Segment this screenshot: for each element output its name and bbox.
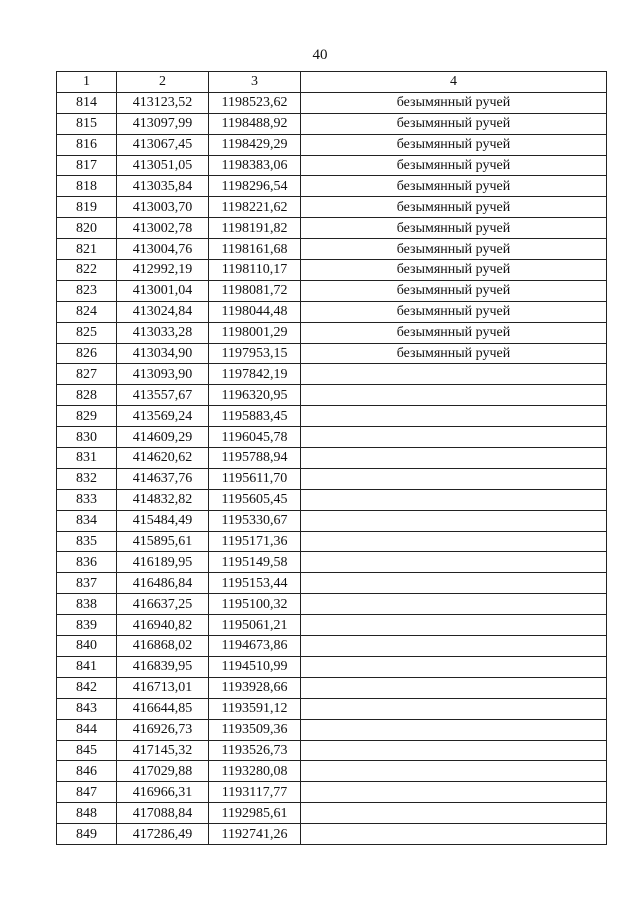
cell-x-coordinate: 416637,25 [117, 594, 209, 615]
table-row [57, 782, 607, 803]
table-row [57, 824, 607, 845]
table-row [57, 740, 607, 761]
cell-x-coordinate: 416713,01 [117, 677, 209, 698]
cell-y-coordinate: 1195330,67 [209, 510, 301, 531]
cell-description [301, 677, 607, 698]
cell-x-coordinate: 417286,49 [117, 824, 209, 845]
cell-point-number: 819 [57, 197, 117, 218]
cell-description: безымянный ручей [301, 176, 607, 197]
table-row [57, 385, 607, 406]
cell-x-coordinate: 413093,90 [117, 364, 209, 385]
table-row [57, 239, 607, 260]
cell-point-number: 848 [57, 803, 117, 824]
cell-point-number: 822 [57, 260, 117, 281]
cell-x-coordinate: 416926,73 [117, 719, 209, 740]
cell-x-coordinate: 416966,31 [117, 782, 209, 803]
cell-x-coordinate: 416189,95 [117, 552, 209, 573]
cell-x-coordinate: 413001,04 [117, 280, 209, 301]
cell-description: безымянный ручей [301, 280, 607, 301]
cell-description [301, 364, 607, 385]
cell-y-coordinate: 1193280,08 [209, 761, 301, 782]
header-x-coordinate: 2 [117, 72, 209, 93]
cell-x-coordinate: 415484,49 [117, 510, 209, 531]
cell-x-coordinate: 416940,82 [117, 615, 209, 636]
cell-y-coordinate: 1195061,21 [209, 615, 301, 636]
cell-point-number: 833 [57, 489, 117, 510]
cell-y-coordinate: 1195153,44 [209, 573, 301, 594]
table-row [57, 364, 607, 385]
cell-y-coordinate: 1193591,12 [209, 698, 301, 719]
cell-description: безымянный ручей [301, 134, 607, 155]
table-row [57, 698, 607, 719]
table-row [57, 489, 607, 510]
cell-y-coordinate: 1193526,73 [209, 740, 301, 761]
cell-description [301, 636, 607, 657]
cell-y-coordinate: 1195788,94 [209, 448, 301, 469]
cell-description: безымянный ручей [301, 301, 607, 322]
cell-description: безымянный ручей [301, 239, 607, 260]
cell-x-coordinate: 413123,52 [117, 92, 209, 113]
cell-point-number: 844 [57, 719, 117, 740]
cell-point-number: 821 [57, 239, 117, 260]
cell-description [301, 615, 607, 636]
cell-point-number: 843 [57, 698, 117, 719]
cell-point-number: 837 [57, 573, 117, 594]
cell-y-coordinate: 1192741,26 [209, 824, 301, 845]
cell-x-coordinate: 413557,67 [117, 385, 209, 406]
table-row [57, 280, 607, 301]
cell-y-coordinate: 1198221,62 [209, 197, 301, 218]
cell-point-number: 842 [57, 677, 117, 698]
cell-y-coordinate: 1198383,06 [209, 155, 301, 176]
cell-x-coordinate: 413035,84 [117, 176, 209, 197]
table-row [57, 197, 607, 218]
cell-description [301, 406, 607, 427]
table-row [57, 594, 607, 615]
cell-x-coordinate: 416868,02 [117, 636, 209, 657]
table-row [57, 468, 607, 489]
cell-y-coordinate: 1198001,29 [209, 322, 301, 343]
cell-point-number: 834 [57, 510, 117, 531]
table-row [57, 260, 607, 281]
cell-description [301, 803, 607, 824]
cell-point-number: 849 [57, 824, 117, 845]
header-description: 4 [301, 72, 607, 93]
table-row [57, 134, 607, 155]
cell-y-coordinate: 1198044,48 [209, 301, 301, 322]
table-body [57, 92, 607, 844]
cell-y-coordinate: 1194510,99 [209, 656, 301, 677]
cell-y-coordinate: 1198488,92 [209, 113, 301, 134]
table-row [57, 636, 607, 657]
cell-y-coordinate: 1195611,70 [209, 468, 301, 489]
table-row [57, 761, 607, 782]
header-point-number: 1 [57, 72, 117, 93]
cell-y-coordinate: 1198161,68 [209, 239, 301, 260]
cell-point-number: 818 [57, 176, 117, 197]
table-row [57, 218, 607, 239]
table-row [57, 343, 607, 364]
cell-x-coordinate: 414832,82 [117, 489, 209, 510]
cell-point-number: 839 [57, 615, 117, 636]
cell-point-number: 832 [57, 468, 117, 489]
cell-description [301, 468, 607, 489]
cell-x-coordinate: 413002,78 [117, 218, 209, 239]
cell-description [301, 489, 607, 510]
cell-description [301, 698, 607, 719]
table-row [57, 176, 607, 197]
cell-y-coordinate: 1195149,58 [209, 552, 301, 573]
cell-y-coordinate: 1194673,86 [209, 636, 301, 657]
cell-description: безымянный ручей [301, 218, 607, 239]
cell-description [301, 531, 607, 552]
cell-y-coordinate: 1197842,19 [209, 364, 301, 385]
table-row [57, 155, 607, 176]
cell-point-number: 836 [57, 552, 117, 573]
cell-y-coordinate: 1198296,54 [209, 176, 301, 197]
cell-y-coordinate: 1196320,95 [209, 385, 301, 406]
cell-description: безымянный ручей [301, 197, 607, 218]
cell-x-coordinate: 413097,99 [117, 113, 209, 134]
cell-y-coordinate: 1197953,15 [209, 343, 301, 364]
cell-x-coordinate: 412992,19 [117, 260, 209, 281]
cell-description [301, 510, 607, 531]
table-row [57, 92, 607, 113]
cell-description [301, 740, 607, 761]
cell-description [301, 448, 607, 469]
cell-x-coordinate: 413067,45 [117, 134, 209, 155]
cell-description [301, 782, 607, 803]
cell-y-coordinate: 1198429,29 [209, 134, 301, 155]
cell-point-number: 838 [57, 594, 117, 615]
cell-x-coordinate: 416839,95 [117, 656, 209, 677]
cell-point-number: 840 [57, 636, 117, 657]
table-row [57, 113, 607, 134]
cell-point-number: 816 [57, 134, 117, 155]
table-row [57, 531, 607, 552]
cell-point-number: 847 [57, 782, 117, 803]
cell-description [301, 719, 607, 740]
cell-x-coordinate: 413569,24 [117, 406, 209, 427]
table-row [57, 552, 607, 573]
cell-point-number: 826 [57, 343, 117, 364]
cell-description [301, 761, 607, 782]
cell-y-coordinate: 1193928,66 [209, 677, 301, 698]
cell-point-number: 824 [57, 301, 117, 322]
coordinates-table [56, 71, 607, 845]
cell-description [301, 427, 607, 448]
cell-point-number: 845 [57, 740, 117, 761]
cell-description [301, 573, 607, 594]
cell-x-coordinate: 414620,62 [117, 448, 209, 469]
cell-point-number: 827 [57, 364, 117, 385]
cell-description: безымянный ручей [301, 343, 607, 364]
table-row [57, 510, 607, 531]
cell-y-coordinate: 1195605,45 [209, 489, 301, 510]
cell-y-coordinate: 1193117,77 [209, 782, 301, 803]
cell-x-coordinate: 413033,28 [117, 322, 209, 343]
cell-y-coordinate: 1198523,62 [209, 92, 301, 113]
cell-description [301, 824, 607, 845]
cell-description: безымянный ручей [301, 113, 607, 134]
cell-y-coordinate: 1198191,82 [209, 218, 301, 239]
cell-point-number: 831 [57, 448, 117, 469]
cell-x-coordinate: 413004,76 [117, 239, 209, 260]
cell-y-coordinate: 1196045,78 [209, 427, 301, 448]
cell-description [301, 385, 607, 406]
cell-point-number: 846 [57, 761, 117, 782]
table-row [57, 573, 607, 594]
cell-x-coordinate: 417029,88 [117, 761, 209, 782]
cell-y-coordinate: 1195883,45 [209, 406, 301, 427]
cell-description [301, 594, 607, 615]
cell-x-coordinate: 414609,29 [117, 427, 209, 448]
table-row [57, 615, 607, 636]
cell-y-coordinate: 1192985,61 [209, 803, 301, 824]
cell-x-coordinate: 413024,84 [117, 301, 209, 322]
cell-description: безымянный ручей [301, 260, 607, 281]
cell-point-number: 830 [57, 427, 117, 448]
cell-x-coordinate: 413003,70 [117, 197, 209, 218]
cell-point-number: 829 [57, 406, 117, 427]
table-row [57, 406, 607, 427]
cell-y-coordinate: 1195100,32 [209, 594, 301, 615]
cell-x-coordinate: 417145,32 [117, 740, 209, 761]
cell-y-coordinate: 1198081,72 [209, 280, 301, 301]
cell-x-coordinate: 416644,85 [117, 698, 209, 719]
cell-point-number: 814 [57, 92, 117, 113]
cell-y-coordinate: 1198110,17 [209, 260, 301, 281]
cell-point-number: 815 [57, 113, 117, 134]
cell-x-coordinate: 415895,61 [117, 531, 209, 552]
table-header-row [57, 72, 607, 93]
cell-description: безымянный ручей [301, 92, 607, 113]
cell-x-coordinate: 413034,90 [117, 343, 209, 364]
cell-description [301, 552, 607, 573]
table-row [57, 677, 607, 698]
cell-description: безымянный ручей [301, 322, 607, 343]
cell-description [301, 656, 607, 677]
cell-description: безымянный ручей [301, 155, 607, 176]
cell-x-coordinate: 417088,84 [117, 803, 209, 824]
cell-point-number: 820 [57, 218, 117, 239]
table-row [57, 301, 607, 322]
cell-point-number: 841 [57, 656, 117, 677]
table-row [57, 427, 607, 448]
table-row [57, 803, 607, 824]
table-row [57, 656, 607, 677]
cell-x-coordinate: 414637,76 [117, 468, 209, 489]
cell-y-coordinate: 1193509,36 [209, 719, 301, 740]
cell-point-number: 823 [57, 280, 117, 301]
cell-point-number: 825 [57, 322, 117, 343]
cell-point-number: 828 [57, 385, 117, 406]
cell-point-number: 835 [57, 531, 117, 552]
cell-x-coordinate: 416486,84 [117, 573, 209, 594]
cell-y-coordinate: 1195171,36 [209, 531, 301, 552]
table-row [57, 719, 607, 740]
page-number: 40 [312, 47, 328, 63]
cell-x-coordinate: 413051,05 [117, 155, 209, 176]
table-row [57, 322, 607, 343]
table-row [57, 448, 607, 469]
header-y-coordinate: 3 [209, 72, 301, 93]
cell-point-number: 817 [57, 155, 117, 176]
